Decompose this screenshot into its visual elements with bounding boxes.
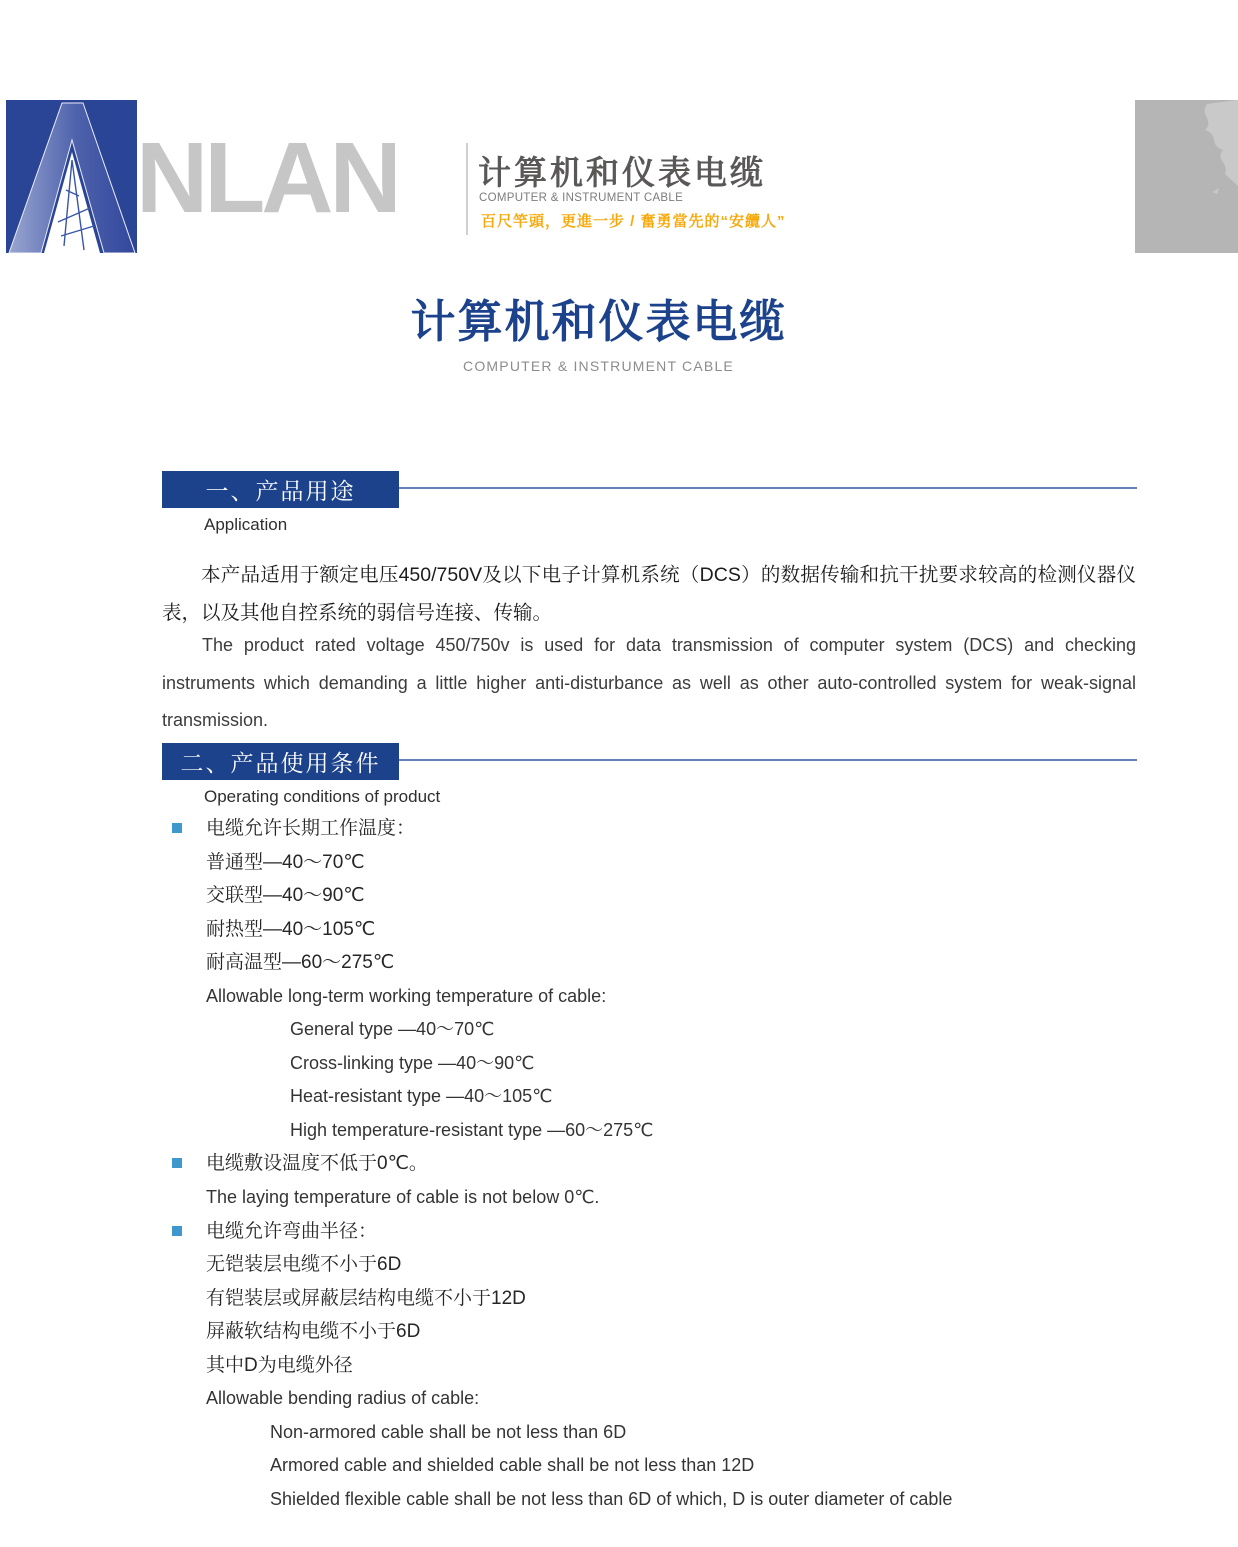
list-item: [162, 1315, 1162, 1349]
corner-photo-placeholder: [1135, 100, 1238, 253]
operating-conditions-list: [162, 812, 1162, 1516]
list-item: [162, 1349, 1162, 1383]
list-item: [162, 1147, 1162, 1181]
list-item-text: 交联型—40～90℃: [206, 885, 365, 907]
section-operating-conditions: [162, 743, 1137, 813]
list-item: [162, 1483, 1162, 1517]
list-item-text: 屏蔽软结构电缆不小于6D: [206, 1321, 421, 1343]
list-item: [162, 1013, 1162, 1047]
anlan-a-logo-icon: [6, 100, 137, 253]
section-header-application: 一、产品用途: [162, 471, 399, 508]
header-slogan: 百尺竿頭，更進一步 / 奮勇當先的“安纜人”: [481, 213, 786, 230]
list-item-text: Allowable long-term working temperature of cable:: [206, 985, 607, 1006]
list-item: [162, 913, 1162, 947]
bullet-square-icon: [172, 1226, 182, 1236]
list-item: [162, 980, 1162, 1014]
list-item: [162, 1282, 1162, 1316]
list-item-text: Allowable bending radius of cable:: [206, 1388, 480, 1409]
list-item: [162, 1114, 1162, 1148]
section-header-operating-conditions: 二、产品使用条件: [162, 743, 399, 780]
list-item: [162, 1382, 1162, 1416]
section-application: [162, 471, 1137, 541]
list-item: [162, 879, 1162, 913]
list-item-text: 电缆允许长期工作温度：: [206, 818, 416, 839]
list-item-text: General type —40～70℃: [290, 1019, 495, 1040]
list-item-text: 有铠装层或屏蔽层结构电缆不小于12D: [206, 1287, 526, 1309]
list-item-text: 耐高温型—60～275℃: [206, 952, 395, 974]
list-item-text: 无铠装层电缆不小于6D: [206, 1254, 402, 1276]
page-title: 计算机和仪表电缆: [410, 296, 787, 347]
list-item-text: 电缆敷设温度不低于0℃。: [206, 1153, 428, 1175]
header-product-title-cn: 计算机和仪表电缆: [478, 154, 766, 191]
list-item: [162, 846, 1162, 880]
list-item: [162, 1416, 1162, 1450]
list-item: [162, 1215, 1162, 1249]
section-rule-line: [399, 487, 1137, 489]
list-item-text: 普通型—40～70℃: [206, 851, 365, 873]
list-item: [162, 1449, 1162, 1483]
list-item: [162, 1248, 1162, 1282]
section-subtitle-application: Application: [204, 515, 288, 534]
application-paragraph-cn: 本产品适用于额定电压450/750V及以下电子计算机系统（DCS）的数据传输和抗干扰要求较高的检测仪器仪表，以及其他自控系统的弱信号连接、传输。: [162, 564, 1136, 624]
list-item-text: High temperature-resistant type —60～275℃: [290, 1119, 654, 1140]
list-item-text: Heat-resistant type —40～105℃: [290, 1086, 553, 1107]
application-paragraph-en: The product rated voltage 450/750v is used for data transmission of computer system (DCS) and checking instruments which demanding a little higher anti-disturbance as well as other auto-controlled system for weak-signal transmission.: [162, 635, 1136, 730]
leaf-pattern-icon: [1135, 100, 1238, 253]
list-item-text: Armored cable and shielded cable shall be not less than 12D: [270, 1455, 755, 1476]
list-item-text: Shielded flexible cable shall be not less than 6D of which, D is outer diameter of cable: [270, 1488, 953, 1509]
list-item-text: 电缆允许弯曲半径：: [206, 1220, 378, 1242]
header-vertical-divider: [466, 143, 468, 235]
header-product-title-en: COMPUTER & INSTRUMENT CABLE: [479, 192, 684, 204]
list-item-text: Cross-linking type —40～90℃: [290, 1052, 535, 1073]
section-subtitle-operating-conditions: Operating conditions of product: [204, 787, 441, 806]
list-item: [162, 812, 1162, 846]
list-item-text: Non-armored cable shall be not less than 6D: [270, 1421, 627, 1442]
list-item: [162, 946, 1162, 980]
list-item: [162, 1047, 1162, 1081]
anlan-a-logo-svg: [6, 100, 137, 253]
page-title-block: [0, 296, 1197, 374]
bullet-square-icon: [172, 1158, 182, 1168]
list-item: [162, 1080, 1162, 1114]
section-rule-line: [399, 759, 1137, 761]
list-item-text: The laying temperature of cable is not below 0℃.: [206, 1187, 600, 1208]
bullet-square-icon: [172, 823, 182, 833]
list-item: [162, 1181, 1162, 1215]
page-subtitle: COMPUTER & INSTRUMENT CABLE: [463, 358, 734, 374]
list-item-text: 其中D为电缆外径: [206, 1354, 353, 1376]
list-item-text: 耐热型—40～105℃: [206, 918, 376, 940]
logo-wordmark: NLAN: [136, 122, 398, 234]
